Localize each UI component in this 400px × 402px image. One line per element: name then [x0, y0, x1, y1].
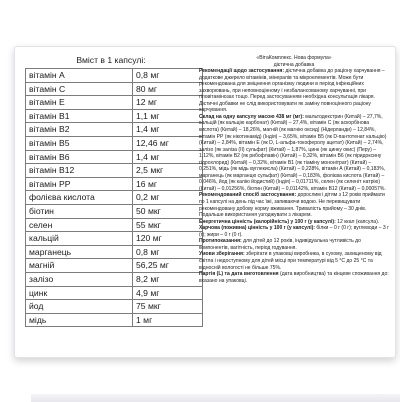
composition-paragraph — [199, 114, 389, 193]
table-row — [26, 259, 203, 273]
nutrition-label: Харчова (поживна) цінність у 100 г (у капсулі): — [199, 225, 315, 232]
table-row — [26, 300, 203, 314]
nutrient-name: вітамін В6 — [26, 150, 133, 164]
table-row — [26, 245, 203, 259]
usage-paragraph — [199, 192, 389, 218]
table-row — [26, 177, 203, 191]
energy-text: 12 ккал (капсула). — [337, 218, 380, 225]
nutrient-amount: 8,2 мг — [133, 272, 203, 286]
product-title: «ВітаКомплекс. Нова формула» — [256, 55, 332, 61]
energy-label: Енергетична цінність (калорійність) у 100 г (у капсулі): — [199, 218, 336, 225]
table-row — [26, 232, 203, 246]
nutrient-name: залізо — [26, 272, 133, 286]
nutrient-amount: 1,4 мг — [133, 150, 203, 164]
nutrient-name: вітамін В5 — [26, 136, 133, 150]
table-row — [26, 286, 203, 300]
table-row — [26, 313, 203, 327]
table-row — [26, 204, 203, 218]
nutrient-amount: 55 мкг — [133, 218, 203, 232]
product-info-panel — [199, 55, 389, 284]
nutrient-amount: 50 мкг — [133, 204, 203, 218]
table-row — [26, 191, 203, 205]
composition-text: мальтодекстрин (Китай) – 27,7%, кальцій (як кальцію карбонат) (Китай) – 27,4%, вітамін С (як аскорбінова кислота) (Китай) – 18,26%, магній (як магнію оксид) (Нідерланди) – 12,84%, вітамін РР (як нікотинамід) (Індія) – 3,65%, вітамін В5 (як D-пантотенат кальцію) (Китай) – 2,84%, вітамін Е (як D, L-альфа-токоферолу ацетат) (Китай) – 2,74%, залізо (як заліза (ІІ) сульфат) (Китай) – 1,87%, цинк (як цинку окис) (Перу) – 1,12%, вітамін В2 (як рибофлавін) (Китай) – 0,32%, вітамін В6 (як піридоксину гідрохлорид) (Китай) – 0,32%, вітамін В1 (як тіаміну мононітрат) (Китай) – 0,251%, мідь (як мідь вуглекисла) (Китай) – 0,228%, вітамін А (Китай) – 0,183%, марганець (як марганцю сульфат) (Китай) – 0,183%, фолієва кислота (Китай) – 0,046%, йод (як калію йодистий) (Індія) – 0,01711%, селен (як селеніт натрію) (Китай) – 0,01256%, біотин (Китай) – 0,01142%, вітамін В12 (Китай) – 0,00057%. — [199, 113, 387, 192]
table-row — [26, 164, 203, 178]
table-row — [26, 69, 203, 83]
nutrient-name: цинк — [26, 286, 133, 300]
nutrient-amount: 0,2 мг — [133, 191, 203, 205]
nutrient-name: вітамін Е — [26, 96, 133, 110]
vitamin-content-panel — [25, 55, 197, 327]
product-subtitle: дієтична добавка — [273, 61, 315, 68]
nutrient-name: вітамін С — [26, 82, 133, 96]
table-row — [26, 272, 203, 286]
recommendations-text: дієтична добавка до раціону харчування – додаткове джерело вітамінів, мінералів та мікроелементів. Може бути рекомендована для зміцнення організму людини в період інфекційних захворювань, при неповноцінному і незбалансованому харчуванні, при гіповітамінозах тощо. Перед застосуванням необхідна консультація лікаря. Дієтичні добавки не слід використовувати як заміну повноцінного раціону харчування. — [199, 68, 385, 114]
package-back-panel — [14, 46, 396, 358]
usage-text: дорослим і дітям з 12 років приймати по 1 капсулі на день під час їжі, запиваючи водою. Не перевищувати рекомендовану добову норму вживання. Тривалість прийому – 30 днів. Подальше використання узгоджувати з лікарем. — [199, 192, 385, 219]
table-row — [26, 109, 203, 123]
nutrient-name: магній — [26, 259, 133, 273]
nutrient-name: мідь — [26, 313, 133, 327]
nutrient-amount: 75 мкг — [133, 300, 203, 314]
nutrient-amount: 1 мг — [133, 313, 203, 327]
nutrient-amount: 16 мг — [133, 177, 203, 191]
table-row — [26, 82, 203, 96]
nutrient-name: фолієва кислота — [26, 191, 133, 205]
vitamin-table-title: Вміст в 1 капсулі: — [76, 55, 146, 65]
batch-label: Партія (L) та дата виготовлення — [199, 271, 279, 278]
nutrient-name: селен — [26, 218, 133, 232]
nutrient-name: вітамін РР — [26, 177, 133, 191]
package-bottom-edge — [31, 394, 400, 402]
recommendations-label: Рекомендації щодо застосування: — [199, 68, 285, 75]
nutrient-name: йод — [26, 300, 133, 314]
table-row — [26, 123, 203, 137]
vitamin-table — [25, 68, 203, 327]
nutrient-amount: 56,25 мг — [133, 259, 203, 273]
contraindications-text: для дітей до 12 років, індивідуальна чутливість до компонентів, вагітність, період годування. — [199, 238, 361, 251]
table-row — [26, 150, 203, 164]
nutrition-text: білки – 0 г (0 г); вуглеводи – 3 г (г); жири – 0 г (0 г). — [199, 225, 389, 238]
recommendations-paragraph — [199, 68, 389, 114]
table-row — [26, 218, 203, 232]
storage-text: зберігати в упаковці виробника, в сухому, захищеному від світла і недоступному для дітей місці при температурі від 5 °С до 25 °С та відносній вологості не більше 75%. — [199, 251, 382, 271]
nutrient-name: марганець — [26, 245, 133, 259]
nutrient-amount: 12 мг — [133, 96, 203, 110]
nutrient-amount: 1,1 мг — [133, 109, 203, 123]
contraindications-label: Протипоказання: — [199, 238, 242, 245]
table-row — [26, 96, 203, 110]
batch-text: (дата виробництва) та кінцеве споживання до: вказано на упаковці. — [199, 271, 389, 284]
nutrient-amount: 120 мг — [133, 232, 203, 246]
nutrient-amount: 0,8 мг — [133, 245, 203, 259]
storage-paragraph — [199, 251, 389, 271]
nutrient-amount: 4,9 мг — [133, 286, 203, 300]
nutrient-name: кальцій — [26, 232, 133, 246]
nutrient-amount: 2,5 мкг — [133, 164, 203, 178]
composition-label: Склад на одну капсулу масою 438 мг (мг): — [199, 113, 304, 120]
nutrient-amount: 80 мг — [133, 82, 203, 96]
contraindications-paragraph — [199, 238, 389, 251]
nutrient-amount: 0,8 мг — [133, 69, 203, 83]
nutrient-name: біотин — [26, 204, 133, 218]
nutrient-name: вітамін В1 — [26, 109, 133, 123]
nutrient-name: вітамін В2 — [26, 123, 133, 137]
nutrient-amount: 12,46 мг — [133, 136, 203, 150]
storage-label: Умови зберігання: — [199, 251, 245, 258]
batch-paragraph — [199, 271, 389, 284]
nutrient-name: вітамін В12 — [26, 164, 133, 178]
usage-label: Рекомендований спосіб застосування: — [199, 192, 297, 199]
nutrition-paragraph — [199, 225, 389, 238]
nutrient-name: вітамін А — [26, 69, 133, 83]
table-row — [26, 136, 203, 150]
nutrient-amount: 1,4 мг — [133, 123, 203, 137]
